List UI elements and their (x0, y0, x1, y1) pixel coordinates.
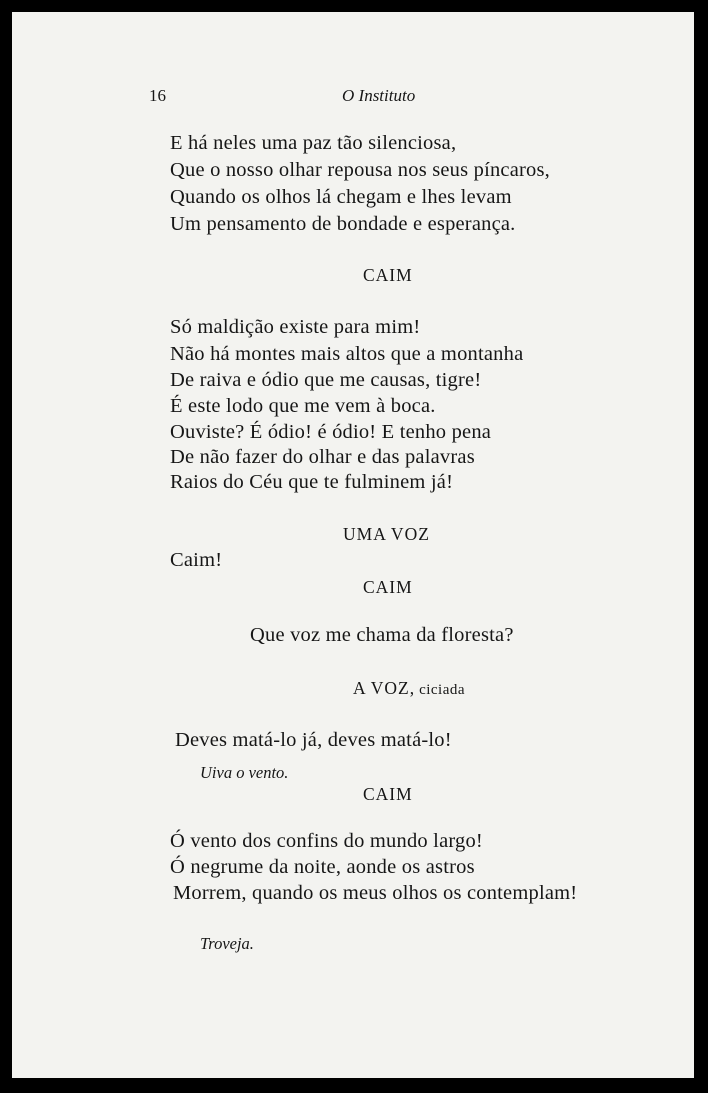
speaker-name: CAIM (363, 577, 413, 597)
page-number: 16 (149, 86, 166, 105)
journal-title: O Instituto (342, 86, 416, 105)
verse-line: Só maldição existe para mim! (170, 316, 421, 338)
stage-direction: Troveja. (200, 934, 254, 953)
verse-line: Que o nosso olhar repousa nos seus píncaros, (170, 159, 551, 181)
speaker-with-direction (353, 678, 465, 699)
stage-direction: Uiva o vento. (200, 763, 289, 782)
verse-line: Ó negrume da noite, aonde os astros (170, 856, 475, 878)
verse-line: Raios do Céu que te fulminem já! (170, 471, 454, 493)
verse-line: De raiva e ódio que me causas, tigre! (170, 369, 482, 391)
speaker-name: A VOZ, (353, 678, 416, 698)
verse-line: De não fazer do olhar e das palavras (170, 446, 475, 468)
speaker-name: CAIM (363, 265, 413, 285)
document-page (12, 12, 694, 1078)
verse-line: Quando os olhos lá chegam e lhes levam (170, 186, 512, 208)
verse-line: E há neles uma paz tão silenciosa, (170, 132, 457, 154)
verse-line: Que voz me chama da floresta? (250, 624, 514, 646)
verse-line: Ouviste? É ódio! é ódio! E tenho pena (170, 421, 492, 443)
verse-line: Um pensamento de bondade e esperança. (170, 213, 516, 235)
stage-direction-inline: ciciada (419, 682, 466, 698)
speaker-name: CAIM (363, 784, 413, 804)
speaker-name: UMA VOZ (343, 524, 430, 544)
verse-line: Não há montes mais altos que a montanha (170, 343, 524, 365)
verse-line: Ó vento dos confins do mundo largo! (170, 830, 483, 852)
verse-line: É este lodo que me vem à boca. (170, 395, 436, 417)
verse-line: Caim! (170, 549, 223, 571)
verse-line: Deves matá-lo já, deves matá-lo! (175, 729, 452, 751)
verse-line: Morrem, quando os meus olhos os contemplam! (173, 882, 578, 904)
